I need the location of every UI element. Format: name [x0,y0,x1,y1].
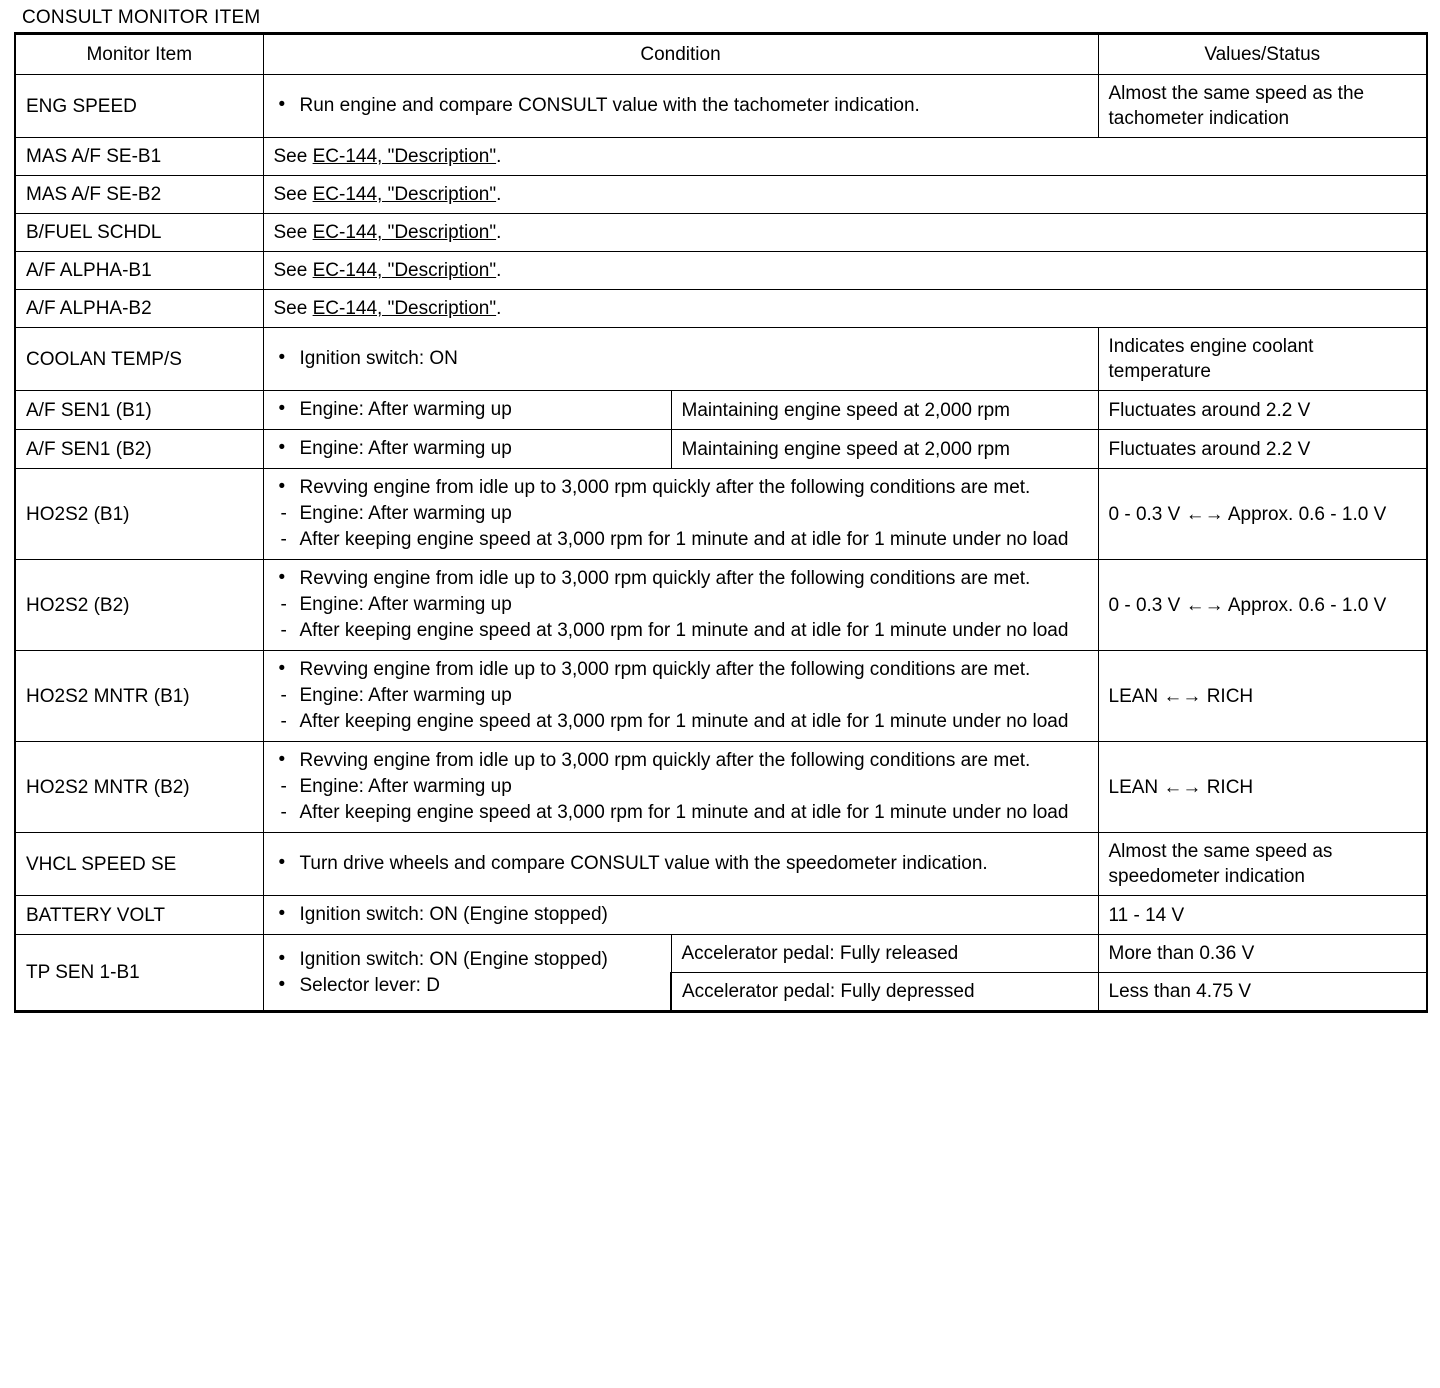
see-label: See [273,222,313,243]
value-status-cell: Fluctuates around 2.2 V [1098,430,1427,469]
condition-cell [263,214,1427,252]
condition-detail-cell: Accelerator pedal: Fully depressed [671,973,1098,1012]
condition-line: - Engine: After warming up [274,592,1088,617]
condition-cell [263,176,1427,214]
monitor-item-name: A/F SEN1 (B2) [15,430,263,469]
table-row [15,328,1427,391]
reference-link[interactable]: EC-144, "Description" [312,222,497,243]
monitor-item-name: B/FUEL SCHDL [15,214,263,252]
condition-cell [263,328,1098,391]
see-label: See [273,184,313,205]
condition-cell [263,896,1098,935]
reference-link[interactable]: EC-144, "Description" [312,260,497,281]
table-row [15,138,1427,176]
monitor-item-name: VHCL SPEED SE [15,833,263,896]
condition-cell [263,290,1427,328]
value-status-cell: More than 0.36 V [1098,935,1427,973]
table-row [15,651,1427,742]
condition-detail-cell: Accelerator pedal: Fully released [671,935,1098,973]
monitor-item-name: A/F ALPHA-B1 [15,252,263,290]
monitor-item-name: ENG SPEED [15,75,263,138]
condition-line: • Revving engine from idle up to 3,000 rpm quickly after the following conditions are met. [274,475,1088,500]
table-header-row [15,34,1427,75]
condition-line: - After keeping engine speed at 3,000 rpm for 1 minute and at idle for 1 minute under no load [274,618,1088,643]
condition-cell [263,742,1098,833]
see-label: See [273,146,313,167]
monitor-item-name: TP SEN 1-B1 [15,935,263,1012]
condition-line: - Engine: After warming up [274,683,1088,708]
table-row [15,430,1427,469]
condition-line: - After keeping engine speed at 3,000 rpm for 1 minute and at idle for 1 minute under no load [274,709,1088,734]
table-row [15,560,1427,651]
condition-line: • Selector lever: D [274,973,661,998]
table-row [15,391,1427,430]
condition-line: • Revving engine from idle up to 3,000 rpm quickly after the following conditions are met. [274,748,1088,773]
condition-line: • Ignition switch: ON (Engine stopped) [274,947,661,972]
period: . [496,184,502,205]
condition-line: - After keeping engine speed at 3,000 rpm for 1 minute and at idle for 1 minute under no load [274,527,1088,552]
value-status-cell: 0 - 0.3 V ←→ Approx. 0.6 - 1.0 V [1098,560,1427,651]
condition-line: - Engine: After warming up [274,501,1088,526]
value-status-cell: Almost the same speed as speedometer indication [1098,833,1427,896]
period: . [496,146,502,167]
page-title: CONSULT MONITOR ITEM [22,7,261,28]
value-status-cell: LEAN ←→ RICH [1098,742,1427,833]
condition-cell [263,391,671,430]
condition-cell [263,138,1427,176]
monitor-item-name: MAS A/F SE-B2 [15,176,263,214]
condition-cell [263,935,671,1012]
value-status-cell: 11 - 14 V [1098,896,1427,935]
column-header-condition: Condition [263,34,1098,75]
condition-line: • Revving engine from idle up to 3,000 rpm quickly after the following conditions are met. [274,657,1088,682]
condition-line: • Ignition switch: ON [274,346,1088,371]
period: . [496,298,502,319]
monitor-item-name: MAS A/F SE-B1 [15,138,263,176]
condition-cell [263,651,1098,742]
value-status-cell: Less than 4.75 V [1098,973,1427,1012]
condition-cell [263,469,1098,560]
condition-cell [263,252,1427,290]
condition-line: • Engine: After warming up [274,397,661,422]
value-status-cell: Indicates engine coolant temperature [1098,328,1427,391]
table-row [15,75,1427,138]
see-label: See [273,260,313,281]
value-status-cell: 0 - 0.3 V ←→ Approx. 0.6 - 1.0 V [1098,469,1427,560]
table-row [15,176,1427,214]
table-row [15,833,1427,896]
period: . [496,222,502,243]
table-row [15,935,1427,973]
condition-line: - Engine: After warming up [274,774,1088,799]
condition-cell [263,560,1098,651]
condition-detail-cell: Maintaining engine speed at 2,000 rpm [671,391,1098,430]
value-status-cell: Fluctuates around 2.2 V [1098,391,1427,430]
condition-line: • Run engine and compare CONSULT value with the tachometer indication. [274,93,1088,118]
reference-link[interactable]: EC-144, "Description" [312,298,497,319]
table-row [15,214,1427,252]
reference-link[interactable]: EC-144, "Description" [312,184,497,205]
monitor-item-name: BATTERY VOLT [15,896,263,935]
table-row [15,896,1427,935]
condition-detail-cell: Maintaining engine speed at 2,000 rpm [671,430,1098,469]
column-header-monitor-item: Monitor Item [15,34,263,75]
table-row [15,290,1427,328]
table-row [15,252,1427,290]
monitor-item-name: HO2S2 MNTR (B1) [15,651,263,742]
condition-cell [263,833,1098,896]
table-row [15,469,1427,560]
monitor-item-name: COOLAN TEMP/S [15,328,263,391]
condition-line: - After keeping engine speed at 3,000 rpm for 1 minute and at idle for 1 minute under no load [274,800,1088,825]
monitor-item-name: HO2S2 (B2) [15,560,263,651]
see-label: See [273,298,313,319]
consult-monitor-item-table [14,32,1428,1013]
value-status-cell: LEAN ←→ RICH [1098,651,1427,742]
reference-link[interactable]: EC-144, "Description" [312,146,497,167]
monitor-item-name: HO2S2 (B1) [15,469,263,560]
value-status-cell: Almost the same speed as the tachometer indication [1098,75,1427,138]
condition-cell [263,75,1098,138]
column-header-values-status: Values/Status [1098,34,1427,75]
condition-line: • Turn drive wheels and compare CONSULT value with the speedometer indication. [274,851,1088,876]
condition-cell [263,430,671,469]
monitor-item-name: A/F SEN1 (B1) [15,391,263,430]
condition-line: • Engine: After warming up [274,436,661,461]
condition-line: • Revving engine from idle up to 3,000 rpm quickly after the following conditions are met. [274,566,1088,591]
condition-line: • Ignition switch: ON (Engine stopped) [274,902,1088,927]
monitor-item-name: HO2S2 MNTR (B2) [15,742,263,833]
monitor-item-name: A/F ALPHA-B2 [15,290,263,328]
period: . [496,260,502,281]
table-row [15,742,1427,833]
